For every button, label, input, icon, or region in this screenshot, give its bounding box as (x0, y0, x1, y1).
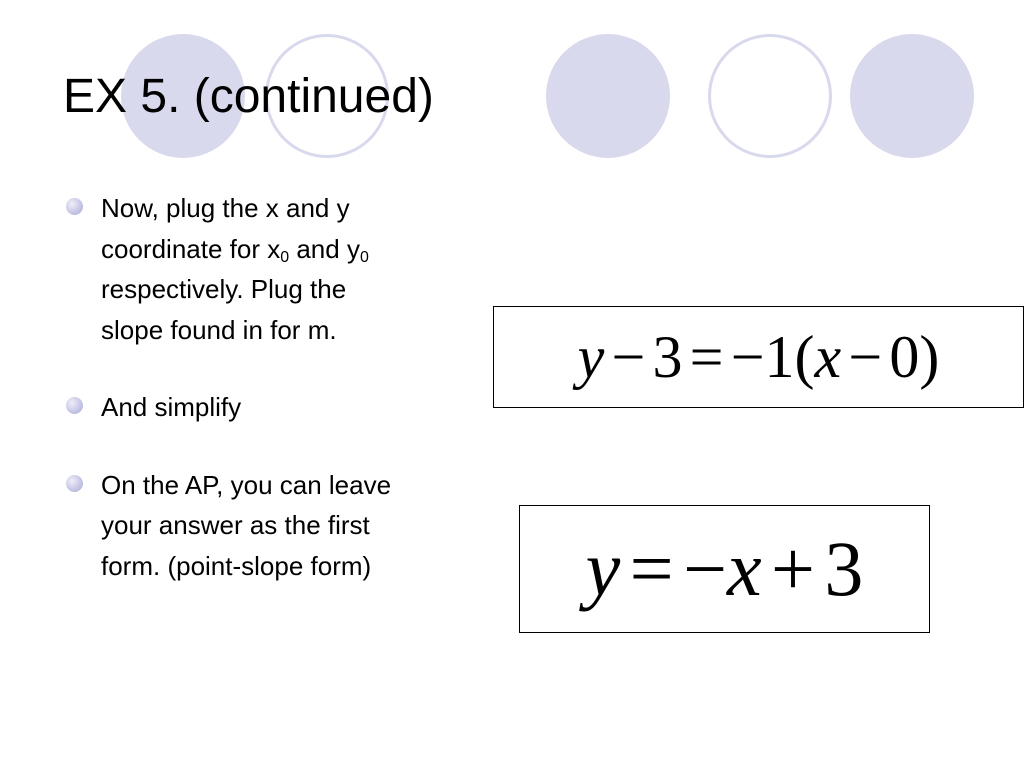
simplified-equation: y = − x + 3 (519, 505, 930, 633)
bullet-line: slope found in for m. (101, 314, 337, 345)
bullet-line: coordinate for $x_0$ and $y_0$ (101, 233, 369, 266)
bullet-line: On the AP, you can leave (101, 469, 392, 500)
bullet-line: And simplify (101, 392, 242, 422)
decorative-circle-filled (850, 34, 974, 158)
bullet-item (64, 465, 494, 587)
slide-title: EX 5. (continued) (63, 70, 434, 123)
bullet-list (64, 188, 494, 586)
subscript: 0 (359, 248, 369, 266)
decorative-circle-outline (708, 34, 832, 158)
bullet-item (64, 387, 494, 428)
bullet-line: form. (point-slope form) (101, 550, 372, 581)
bullet-line: your answer as the first (101, 510, 370, 540)
decorative-circle-filled (546, 34, 670, 158)
bullet-item (64, 188, 494, 350)
bullet-dot-icon (66, 475, 83, 492)
bullet-dot-icon (66, 198, 83, 215)
subscript: 0 (280, 248, 290, 266)
bullet-line: respectively. Plug the (101, 274, 347, 304)
bullet-dot-icon (66, 397, 83, 414)
point-slope-equation: y − 3 = −1( x − 0) (493, 306, 1024, 408)
bullet-line: Now, plug the x and y (101, 193, 350, 223)
